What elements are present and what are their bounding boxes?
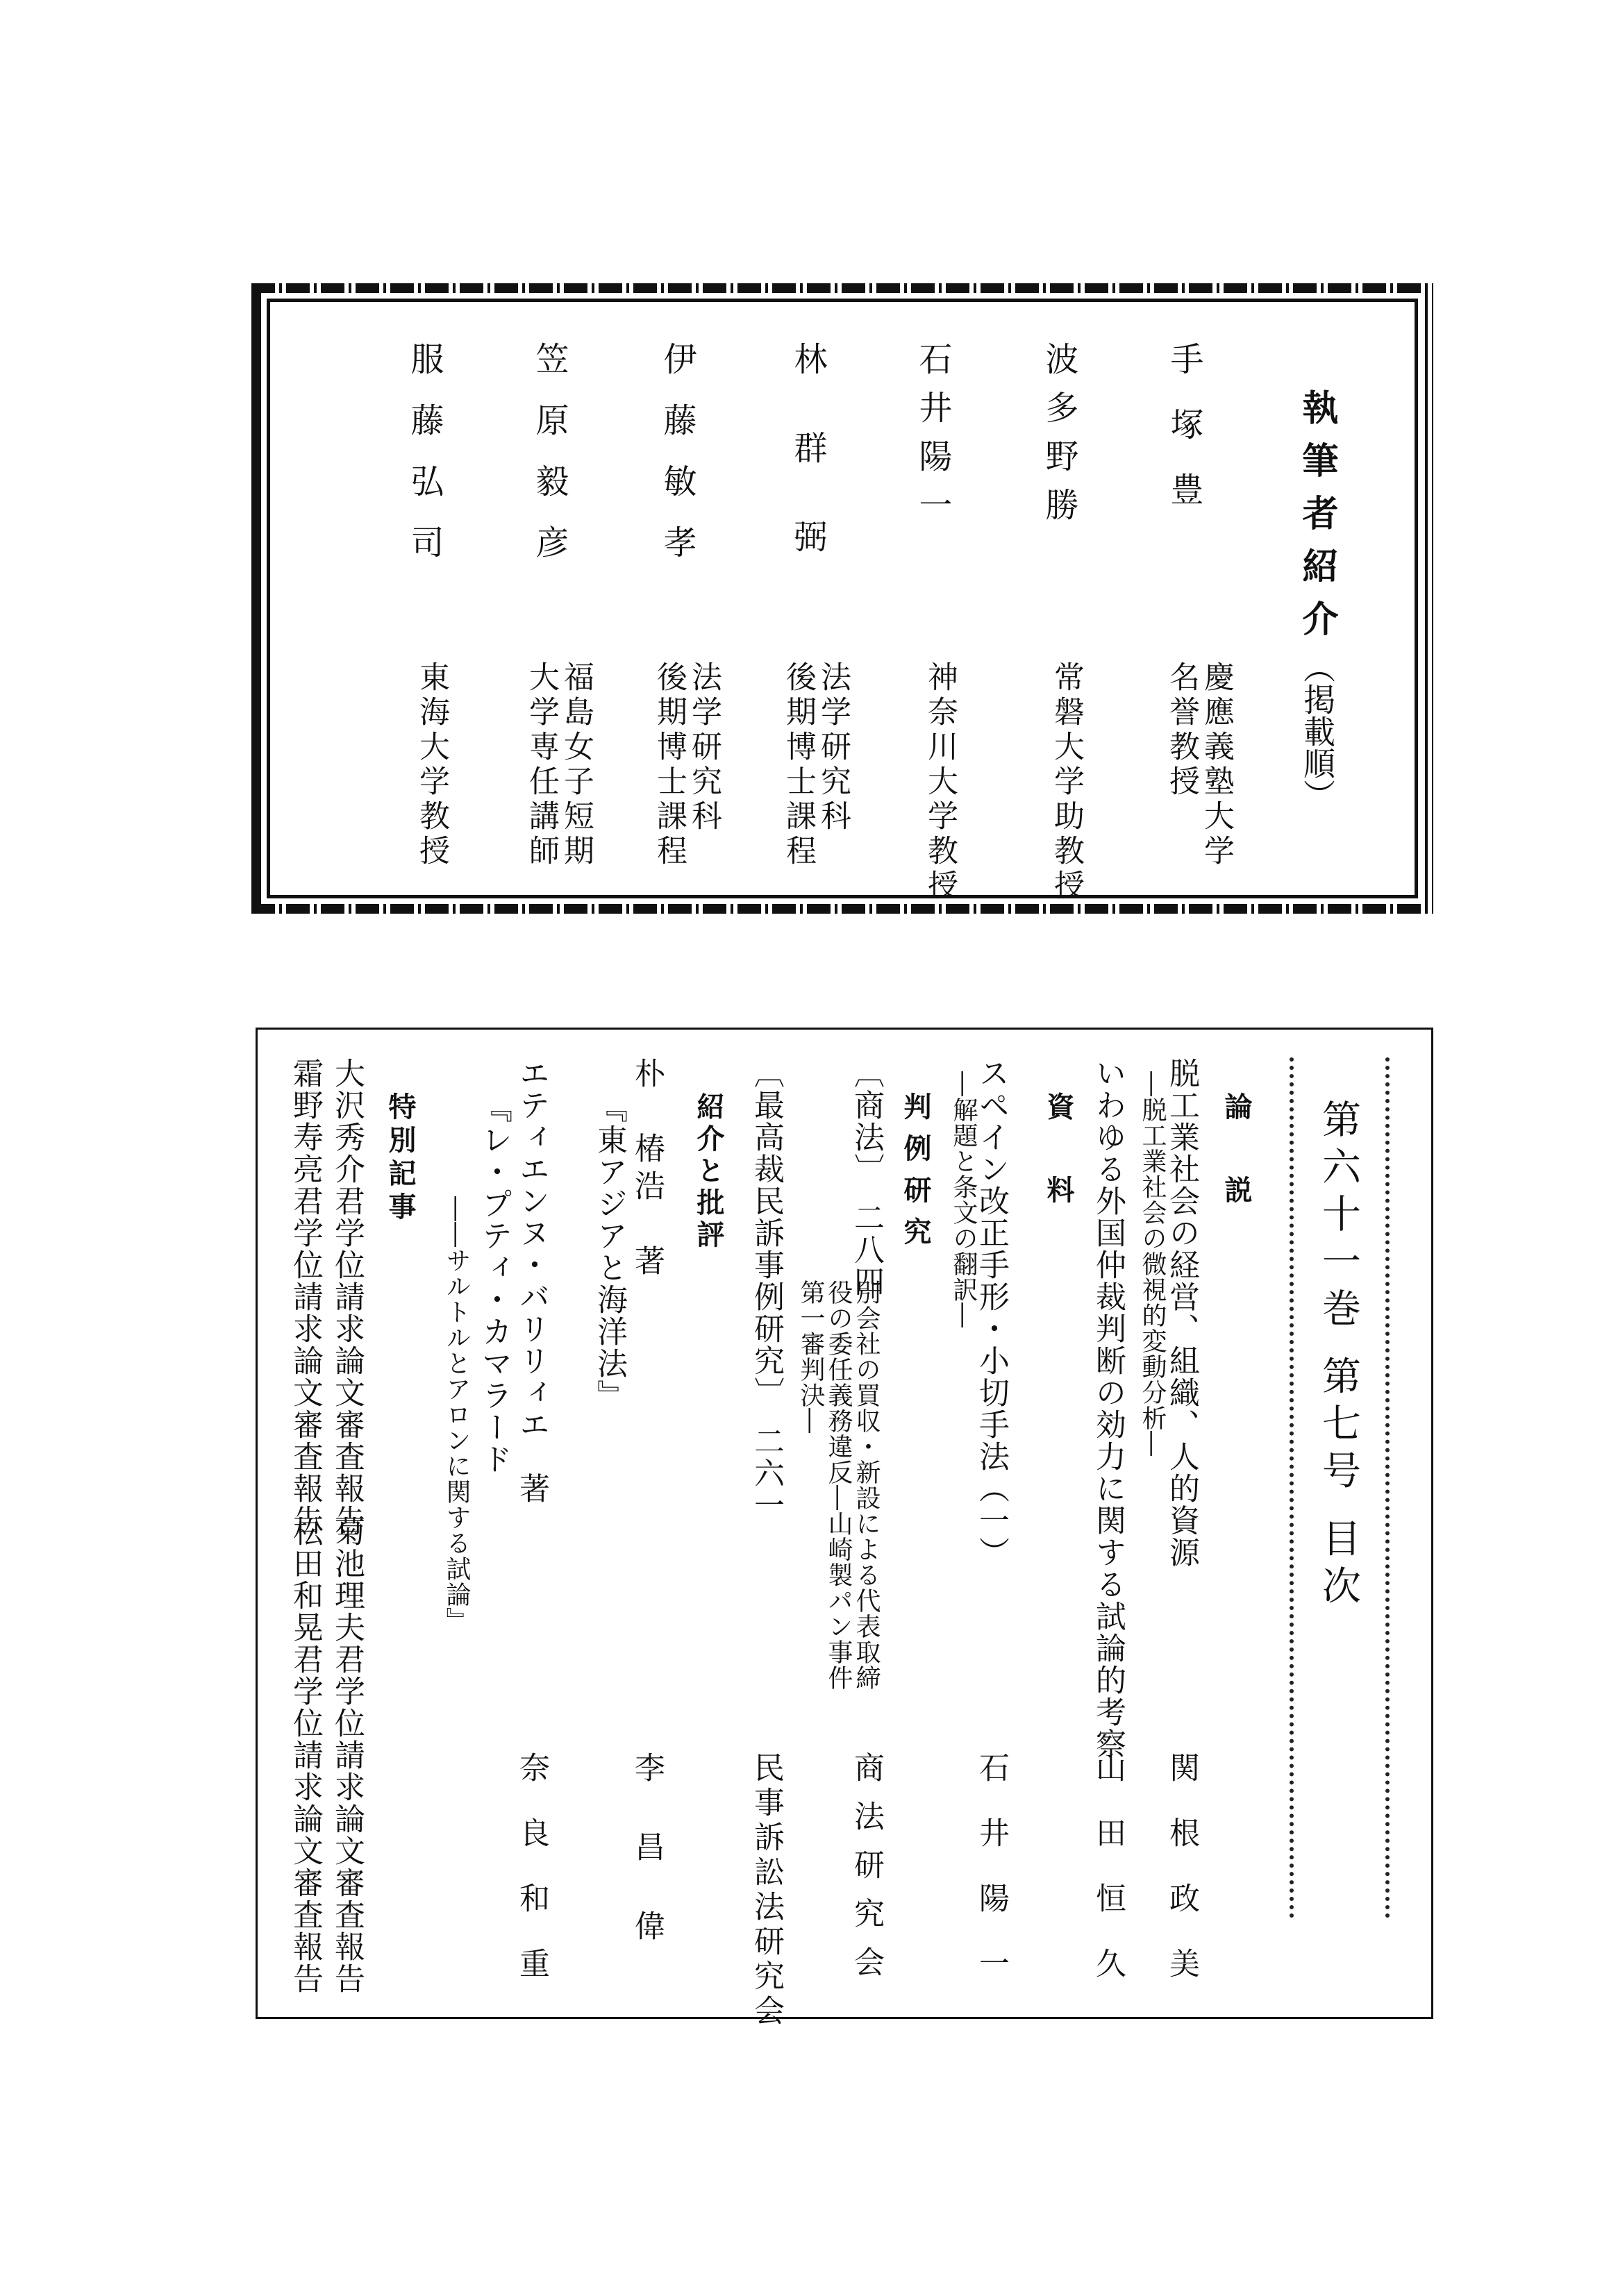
author-position: 慶應義塾大学 xyxy=(1199,661,1234,869)
authors-title: 執筆者紹介 xyxy=(1296,389,1338,653)
toc-box xyxy=(256,1028,1433,2029)
article-author: 関根政美 xyxy=(1164,1752,1199,2013)
author-name: 林群弼 xyxy=(788,342,827,608)
special-report: 霜野寿亮君学位請求論文審査報告 xyxy=(287,1057,323,1536)
article-title: いわゆる外国仲裁判断の効力に関する試論的考察 xyxy=(1090,1057,1126,1760)
article-author: 李昌偉 xyxy=(629,1752,665,1989)
review-book-title: 『レ・プティ・カマラード xyxy=(476,1092,512,1475)
author-position: 東海大学教授 xyxy=(414,661,449,869)
author-name: 服藤弘司 xyxy=(405,342,444,586)
article-title: スペイン改正手形・小切手法（一） xyxy=(974,1057,1009,1568)
authors-box xyxy=(251,283,1433,914)
review-book-subtitle: ――サルトルとアロンに関する試論』 xyxy=(442,1196,471,1633)
author-name: 伊藤敏孝 xyxy=(658,342,697,586)
author-name: 波多野勝 xyxy=(1040,342,1078,536)
article-title: 脱工業社会の経営、組織、人的資源 xyxy=(1164,1057,1199,1568)
special-report: 菊池理夫君学位請求論文審査報告 xyxy=(329,1516,365,1995)
review-book-line: 朴 椿浩 著 xyxy=(629,1057,665,1282)
case-description: 第一審判決― xyxy=(797,1280,825,1434)
authors-subtitle: （掲載順） xyxy=(1299,651,1336,811)
article-subtitle: ―解題と条文の翻訳― xyxy=(949,1071,978,1328)
author-position: 福島女子短期 xyxy=(558,661,594,869)
review-book-title: 『東アジアと海洋法』 xyxy=(592,1092,627,1411)
author-position: 法学研究科 xyxy=(686,661,722,835)
author-position: 常磐大学助教授 xyxy=(1049,661,1084,904)
article-author: 山田恒久 xyxy=(1090,1752,1126,2013)
article-author: 民事訴訟法研究会 xyxy=(749,1752,784,2029)
section-heading: 紹介と批評 xyxy=(692,1092,725,1252)
toc-title: 第六十一巻 第七号 目次 xyxy=(1316,1099,1361,1613)
case-label: 〔商法〕 二八四 xyxy=(849,1057,884,1298)
section-heading: 論 説 xyxy=(1220,1092,1253,1217)
author-name: 笠原毅彦 xyxy=(530,342,569,586)
special-report: 大沢秀介君学位請求論文審査報告 xyxy=(329,1057,365,1536)
case-label: 〔最高裁民訴事例研究〕 二六一 xyxy=(749,1057,784,1521)
article-author: 奈良和重 xyxy=(514,1752,549,2013)
toc-title-frame xyxy=(1290,1057,1390,1918)
author-name: 石井陽一 xyxy=(913,342,952,536)
article-subtitle: ―脱工業社会の微視的変動分析― xyxy=(1138,1071,1167,1457)
case-description: 別会社の買収・新設による代表取締 xyxy=(852,1280,881,1691)
section-heading: 資 料 xyxy=(1042,1092,1075,1217)
author-position: 後期博士課程 xyxy=(781,661,816,869)
review-book-line: エティエンヌ・バリリィエ 著 xyxy=(514,1057,549,1505)
case-description: 役の委任義務違反―山崎製パン事件 xyxy=(824,1280,853,1691)
author-position: 神奈川大学教授 xyxy=(922,661,958,904)
author-position: 後期博士課程 xyxy=(651,661,687,869)
author-name: 手塚豊 xyxy=(1165,342,1203,537)
author-position: 名誉教授 xyxy=(1164,661,1199,800)
section-heading: 判例研究 xyxy=(899,1092,932,1259)
special-report: 松田和晃君学位請求論文審査報告 xyxy=(287,1516,323,1995)
author-position: 大学専任講師 xyxy=(524,661,559,869)
author-position: 法学研究科 xyxy=(815,661,851,835)
section-heading: 特別記事 xyxy=(384,1092,417,1225)
article-author: 石井陽一 xyxy=(974,1752,1009,2013)
article-author: 商法研究会 xyxy=(849,1752,884,1995)
